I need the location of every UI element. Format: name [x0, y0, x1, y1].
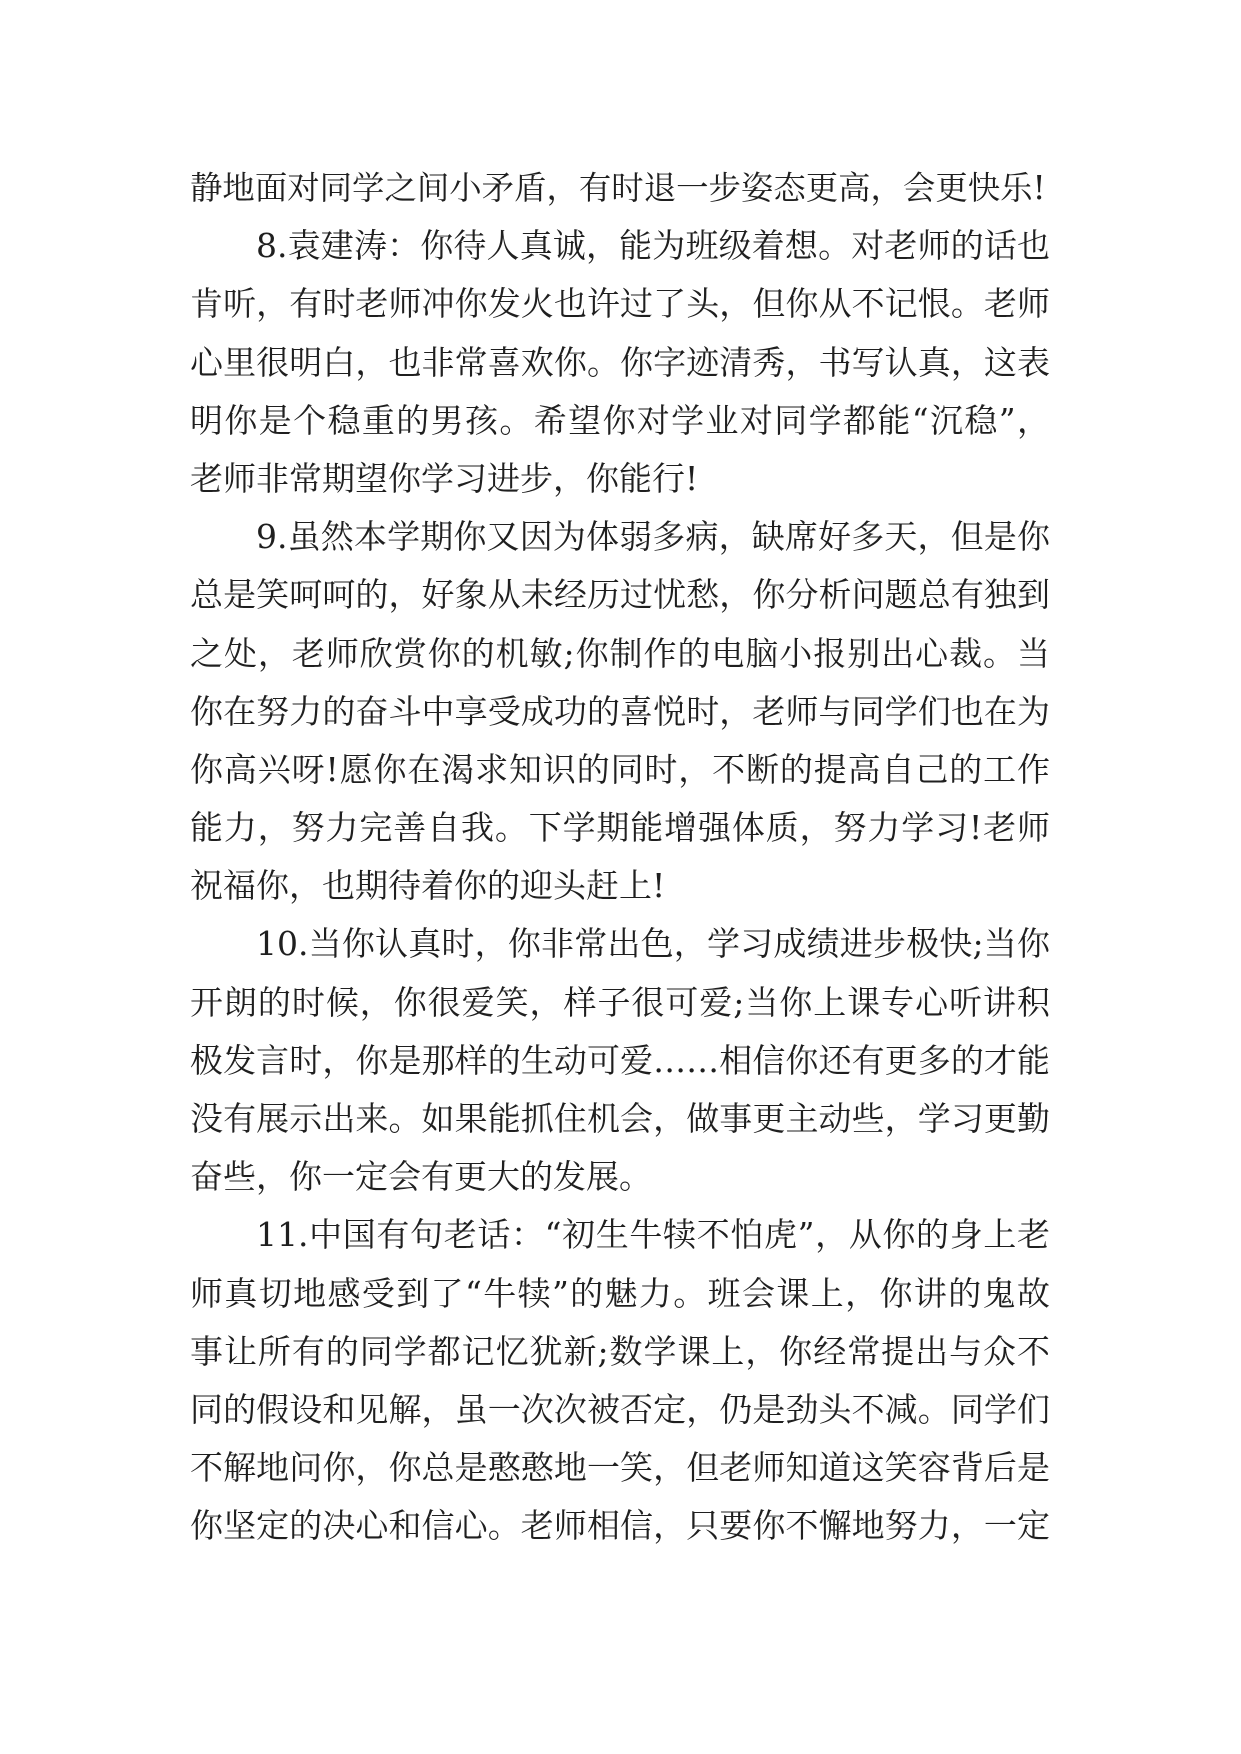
text-line: 奋些，你一定会有更大的发展。 [190, 1157, 652, 1197]
text-line: 之处，老师欣赏你的机敏;你制作的电脑小报别出心裁。当 [190, 633, 1050, 673]
text-line: 极发言时，你是那样的生动可爱……相信你还有更多的才能 [190, 1040, 1050, 1080]
text-line: 你高兴呀!愿你在渴求知识的同时，不断的提高自己的工作 [190, 749, 1050, 789]
text-line: 能力，努力完善自我。下学期能增强体质，努力学习!老师 [190, 808, 1050, 848]
text-line: 11.中国有句老话：“初生牛犊不怕虎”，从你的身上老 [256, 1215, 1050, 1255]
text-line: 同的假设和见解，虽一次次被否定，仍是劲头不减。同学们 [190, 1389, 1050, 1429]
text-line: 10.当你认真时，你非常出色，学习成绩进步极快;当你 [256, 924, 1050, 964]
text-line: 你坚定的决心和信心。老师相信，只要你不懈地努力，一定 [190, 1506, 1050, 1546]
text-line: 静地面对同学之间小矛盾，有时退一步姿态更高，会更快乐! [190, 169, 1046, 207]
text-line: 不解地问你，你总是憨憨地一笑，但老师知道这笑容背后是 [190, 1448, 1050, 1488]
text-line: 总是笑呵呵的，好象从未经历过忧愁，你分析问题总有独到 [190, 575, 1050, 615]
text-line: 事让所有的同学都记忆犹新;数学课上，你经常提出与众不 [190, 1331, 1050, 1371]
text-line: 师真切地感受到了“牛犊”的魅力。班会课上，你讲的鬼故 [190, 1273, 1050, 1313]
text-line: 8.袁建涛：你待人真诚，能为班级着想。对老师的话也 [256, 226, 1050, 266]
text-line: 没有展示出来。如果能抓住机会，做事更主动些，学习更勤 [190, 1099, 1050, 1138]
text-line: 肯听，有时老师冲你发火也许过了头，但你从不记恨。老师 [190, 284, 1050, 324]
text-line: 心里很明白，也非常喜欢你。你字迹清秀，书写认真，这表 [190, 342, 1050, 382]
text-line: 你在努力的奋斗中享受成功的喜悦时，老师与同学们也在为 [190, 691, 1050, 731]
text-line: 开朗的时候，你很爱笑，样子很可爱;当你上课专心听讲积 [190, 982, 1050, 1022]
text-line: 9.虽然本学期你又因为体弱多病，缺席好多天，但是你 [256, 517, 1050, 557]
body-text [190, 159, 1050, 1556]
text-line: 老师非常期望你学习进步，你能行! [190, 458, 699, 498]
text-line: 明你是个稳重的男孩。希望你对学业对同学都能“沉稳”， [190, 400, 1050, 440]
text-line: 祝福你，也期待着你的迎头赶上! [190, 866, 666, 906]
